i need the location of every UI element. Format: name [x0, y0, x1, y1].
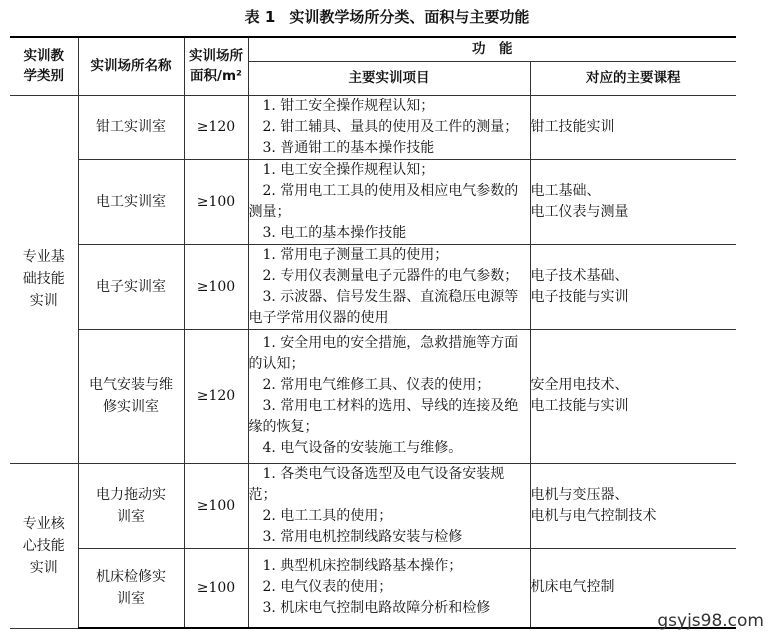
item-line: 2. 常用电工工具的使用及相应电气参数的测量；: [248, 182, 519, 220]
item-line: 1. 安全用电的安全措施，急救措施等方面的认知；: [248, 335, 519, 372]
item-line: 2. 电工工具的使用；: [262, 507, 393, 524]
training-rooms-table: [10, 36, 736, 629]
room-area: ≥100: [184, 463, 248, 548]
item-line: 3. 示波器、信号发生器、直流稳压电源等电子学常用仪器的使用: [248, 288, 519, 326]
course-line: 电工技能与实训: [530, 398, 629, 414]
course-line: 电工基础、: [530, 182, 601, 199]
item-line: 2. 钳工辅具、量具的使用及工件的测量；: [262, 118, 519, 135]
room-name: 机床检修实训室: [78, 548, 184, 628]
header-courses: 对应的主要课程: [530, 61, 736, 95]
item-line: 3. 常用电工材料的选用、导线的连接及绝缘的恢复；: [248, 398, 519, 435]
item-line: 3. 机床电气控制电路故障分析和检修: [262, 600, 491, 617]
room-courses: [530, 159, 736, 244]
room-courses: [530, 95, 736, 159]
course-line: 电子技能与实训: [530, 288, 629, 305]
header-function: 功 能: [248, 37, 736, 61]
table-row: [10, 95, 736, 159]
room-area: ≥100: [184, 159, 248, 244]
course-line: 机床电气控制: [530, 579, 615, 596]
table-row: [10, 159, 736, 244]
room-area: ≥120: [184, 95, 248, 159]
item-line: 1. 电工安全操作规程认知；: [262, 161, 435, 178]
item-line: 3. 普通钳工的基本操作技能: [262, 139, 435, 156]
header-area: 实训场所面积/m²: [184, 37, 248, 95]
room-name: 电气安装与维修实训室: [78, 329, 184, 463]
table-row: [10, 329, 736, 463]
item-line: 3. 常用电机控制线路安装与检修: [262, 528, 463, 545]
category-cell: 专业基础技能实训: [10, 95, 78, 463]
header-items: 主要实训项目: [248, 61, 530, 95]
table-number: 表 1: [244, 8, 276, 26]
room-courses: [530, 329, 736, 463]
course-line: 电子技术基础、: [530, 267, 629, 284]
room-items: [248, 244, 530, 329]
item-line: 1. 典型机床控制线路基本操作；: [262, 558, 463, 575]
watermark-text: gsyjs98.com: [657, 611, 764, 631]
course-line: 电机与变压器、: [530, 486, 629, 503]
room-courses: [530, 244, 736, 329]
header-room: 实训场所名称: [78, 37, 184, 95]
item-line: 1. 钳工安全操作规程认知；: [262, 97, 435, 114]
room-name: 钳工实训室: [78, 95, 184, 159]
room-items: [248, 548, 530, 628]
table-row: [10, 548, 736, 628]
item-line: 1. 常用电子测量工具的使用；: [262, 246, 449, 263]
room-name: 电子实训室: [78, 244, 184, 329]
table-row: [10, 244, 736, 329]
course-line: 电工仪表与测量: [530, 203, 629, 220]
item-line: 3. 电工的基本操作技能: [262, 224, 407, 241]
room-area: ≥100: [184, 548, 248, 628]
item-line: 2. 专用仪表测量电子元器件的电气参数；: [262, 267, 519, 284]
course-line: 钳工技能实训: [530, 118, 615, 135]
room-items: [248, 95, 530, 159]
item-line: 1. 各类电气设备选型及电气设备安装规范；: [248, 465, 505, 503]
category-cell: 专业核心技能实训: [10, 463, 78, 628]
course-line: 电机与电气控制技术: [530, 507, 657, 524]
course-line: 安全用电技术、: [530, 377, 629, 393]
room-area: ≥120: [184, 329, 248, 463]
item-line: 2. 常用电气维修工具、仪表的使用；: [262, 377, 491, 393]
room-area: ≥100: [184, 244, 248, 329]
room-items: [248, 159, 530, 244]
table-title: 实训教学场所分类、面积与主要功能: [289, 8, 530, 26]
table-caption: [0, 6, 774, 27]
room-items: [248, 463, 530, 548]
room-name: 电工实训室: [78, 159, 184, 244]
room-courses: [530, 463, 736, 548]
item-line: 4. 电气设备的安装施工与维修。: [262, 440, 463, 456]
header-category: 实训教学类别: [10, 37, 78, 95]
table-row: [10, 463, 736, 548]
room-items: [248, 329, 530, 463]
room-name: 电力拖动实训室: [78, 463, 184, 548]
item-line: 2. 电气仪表的使用；: [262, 579, 393, 596]
